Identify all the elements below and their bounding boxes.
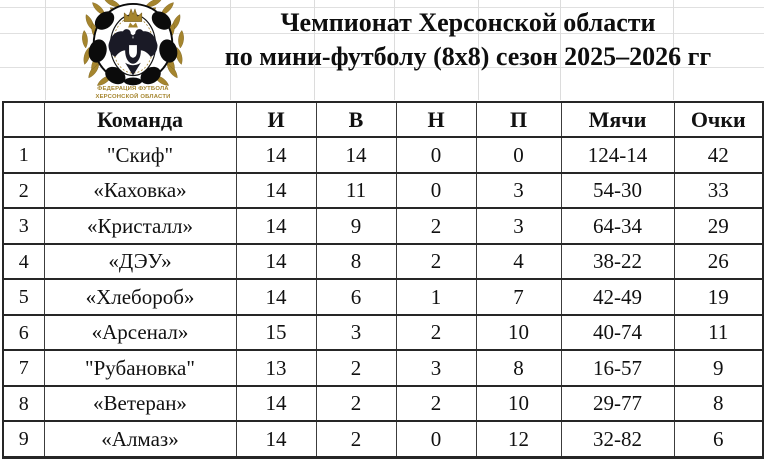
cell-team: «Арсенал» [44,315,236,350]
cell-points: 26 [674,244,763,279]
cell-draws: 2 [396,208,476,243]
table-header-row [3,102,763,137]
cell-goals: 16-57 [561,350,674,385]
cell-rank: 6 [3,315,44,350]
cell-team: «Кристалл» [44,208,236,243]
cell-points: 9 [674,350,763,385]
cell-rank: 4 [3,244,44,279]
cell-played: 14 [236,208,316,243]
cell-team: "Скиф" [44,137,236,172]
cell-wins: 6 [316,279,396,314]
cell-points: 8 [674,386,763,421]
table-row [3,244,763,279]
cell-losses: 0 [476,137,561,172]
cell-goals: 64-34 [561,208,674,243]
cell-rank: 5 [3,279,44,314]
cell-team: «Ветеран» [44,386,236,421]
cell-rank: 3 [3,208,44,243]
cell-points: 11 [674,315,763,350]
logo-caption-line-1: ФЕДЕРАЦИЯ ФУТБОЛА [97,86,169,93]
cell-draws: 0 [396,173,476,208]
cell-losses: 10 [476,386,561,421]
cell-draws: 1 [396,279,476,314]
cell-played: 14 [236,244,316,279]
standings-table [2,101,764,459]
cell-team: «Алмаз» [44,421,236,457]
table-row [3,208,763,243]
cell-wins: 2 [316,350,396,385]
cell-losses: 4 [476,244,561,279]
table-row [3,279,763,314]
cell-points: 29 [674,208,763,243]
col-header-team: Команда [44,102,236,137]
cell-goals: 42-49 [561,279,674,314]
col-header-rank [3,102,44,137]
cell-played: 15 [236,315,316,350]
cell-goals: 32-82 [561,421,674,457]
cell-played: 14 [236,173,316,208]
col-header-losses: П [476,102,561,137]
cell-wins: 8 [316,244,396,279]
cell-rank: 2 [3,173,44,208]
cell-played: 14 [236,137,316,172]
cell-rank: 1 [3,137,44,172]
cell-points: 19 [674,279,763,314]
cell-wins: 3 [316,315,396,350]
cell-played: 14 [236,386,316,421]
cell-draws: 0 [396,137,476,172]
cell-played: 14 [236,421,316,457]
cell-goals: 29-77 [561,386,674,421]
cell-losses: 7 [476,279,561,314]
page-title [190,6,746,78]
federation-logo [74,0,192,102]
cell-goals: 54-30 [561,173,674,208]
cell-wins: 2 [316,421,396,457]
col-header-played: И [236,102,316,137]
cell-points: 33 [674,173,763,208]
col-header-wins: В [316,102,396,137]
cell-rank: 9 [3,421,44,457]
cell-goals: 40-74 [561,315,674,350]
cell-losses: 12 [476,421,561,457]
title-line-2: по мини-футболу (8х8) сезон 2025–2026 гг [224,42,712,71]
cell-rank: 7 [3,350,44,385]
cell-losses: 10 [476,315,561,350]
cell-rank: 8 [3,386,44,421]
table-row [3,315,763,350]
cell-team: "Рубановка" [44,350,236,385]
col-header-goals: Мячи [561,102,674,137]
cell-team: «Каховка» [44,173,236,208]
cell-wins: 2 [316,386,396,421]
table-row [3,350,763,385]
cell-draws: 2 [396,315,476,350]
cell-losses: 3 [476,173,561,208]
cell-team: «Хлебороб» [44,279,236,314]
cell-team: «ДЭУ» [44,244,236,279]
logo-caption-line-2: ХЕРСОНСКОЙ ОБЛАСТИ [95,94,171,101]
cell-goals: 38-22 [561,244,674,279]
cell-draws: 0 [396,421,476,457]
table-row [3,173,763,208]
table-row [3,421,763,457]
cell-draws: 2 [396,244,476,279]
col-header-draws: Н [396,102,476,137]
table-row [3,137,763,172]
cell-played: 14 [236,279,316,314]
spreadsheet-gridline [45,0,46,100]
cell-draws: 2 [396,386,476,421]
cell-goals: 124-14 [561,137,674,172]
cell-points: 42 [674,137,763,172]
cell-played: 13 [236,350,316,385]
cell-losses: 8 [476,350,561,385]
cell-wins: 11 [316,173,396,208]
table-row [3,386,763,421]
col-header-points: Очки [674,102,763,137]
cell-points: 6 [674,421,763,457]
cell-losses: 3 [476,208,561,243]
cell-draws: 3 [396,350,476,385]
cell-wins: 14 [316,137,396,172]
cell-wins: 9 [316,208,396,243]
title-line-1: Чемпионат Херсонской области [280,8,656,37]
